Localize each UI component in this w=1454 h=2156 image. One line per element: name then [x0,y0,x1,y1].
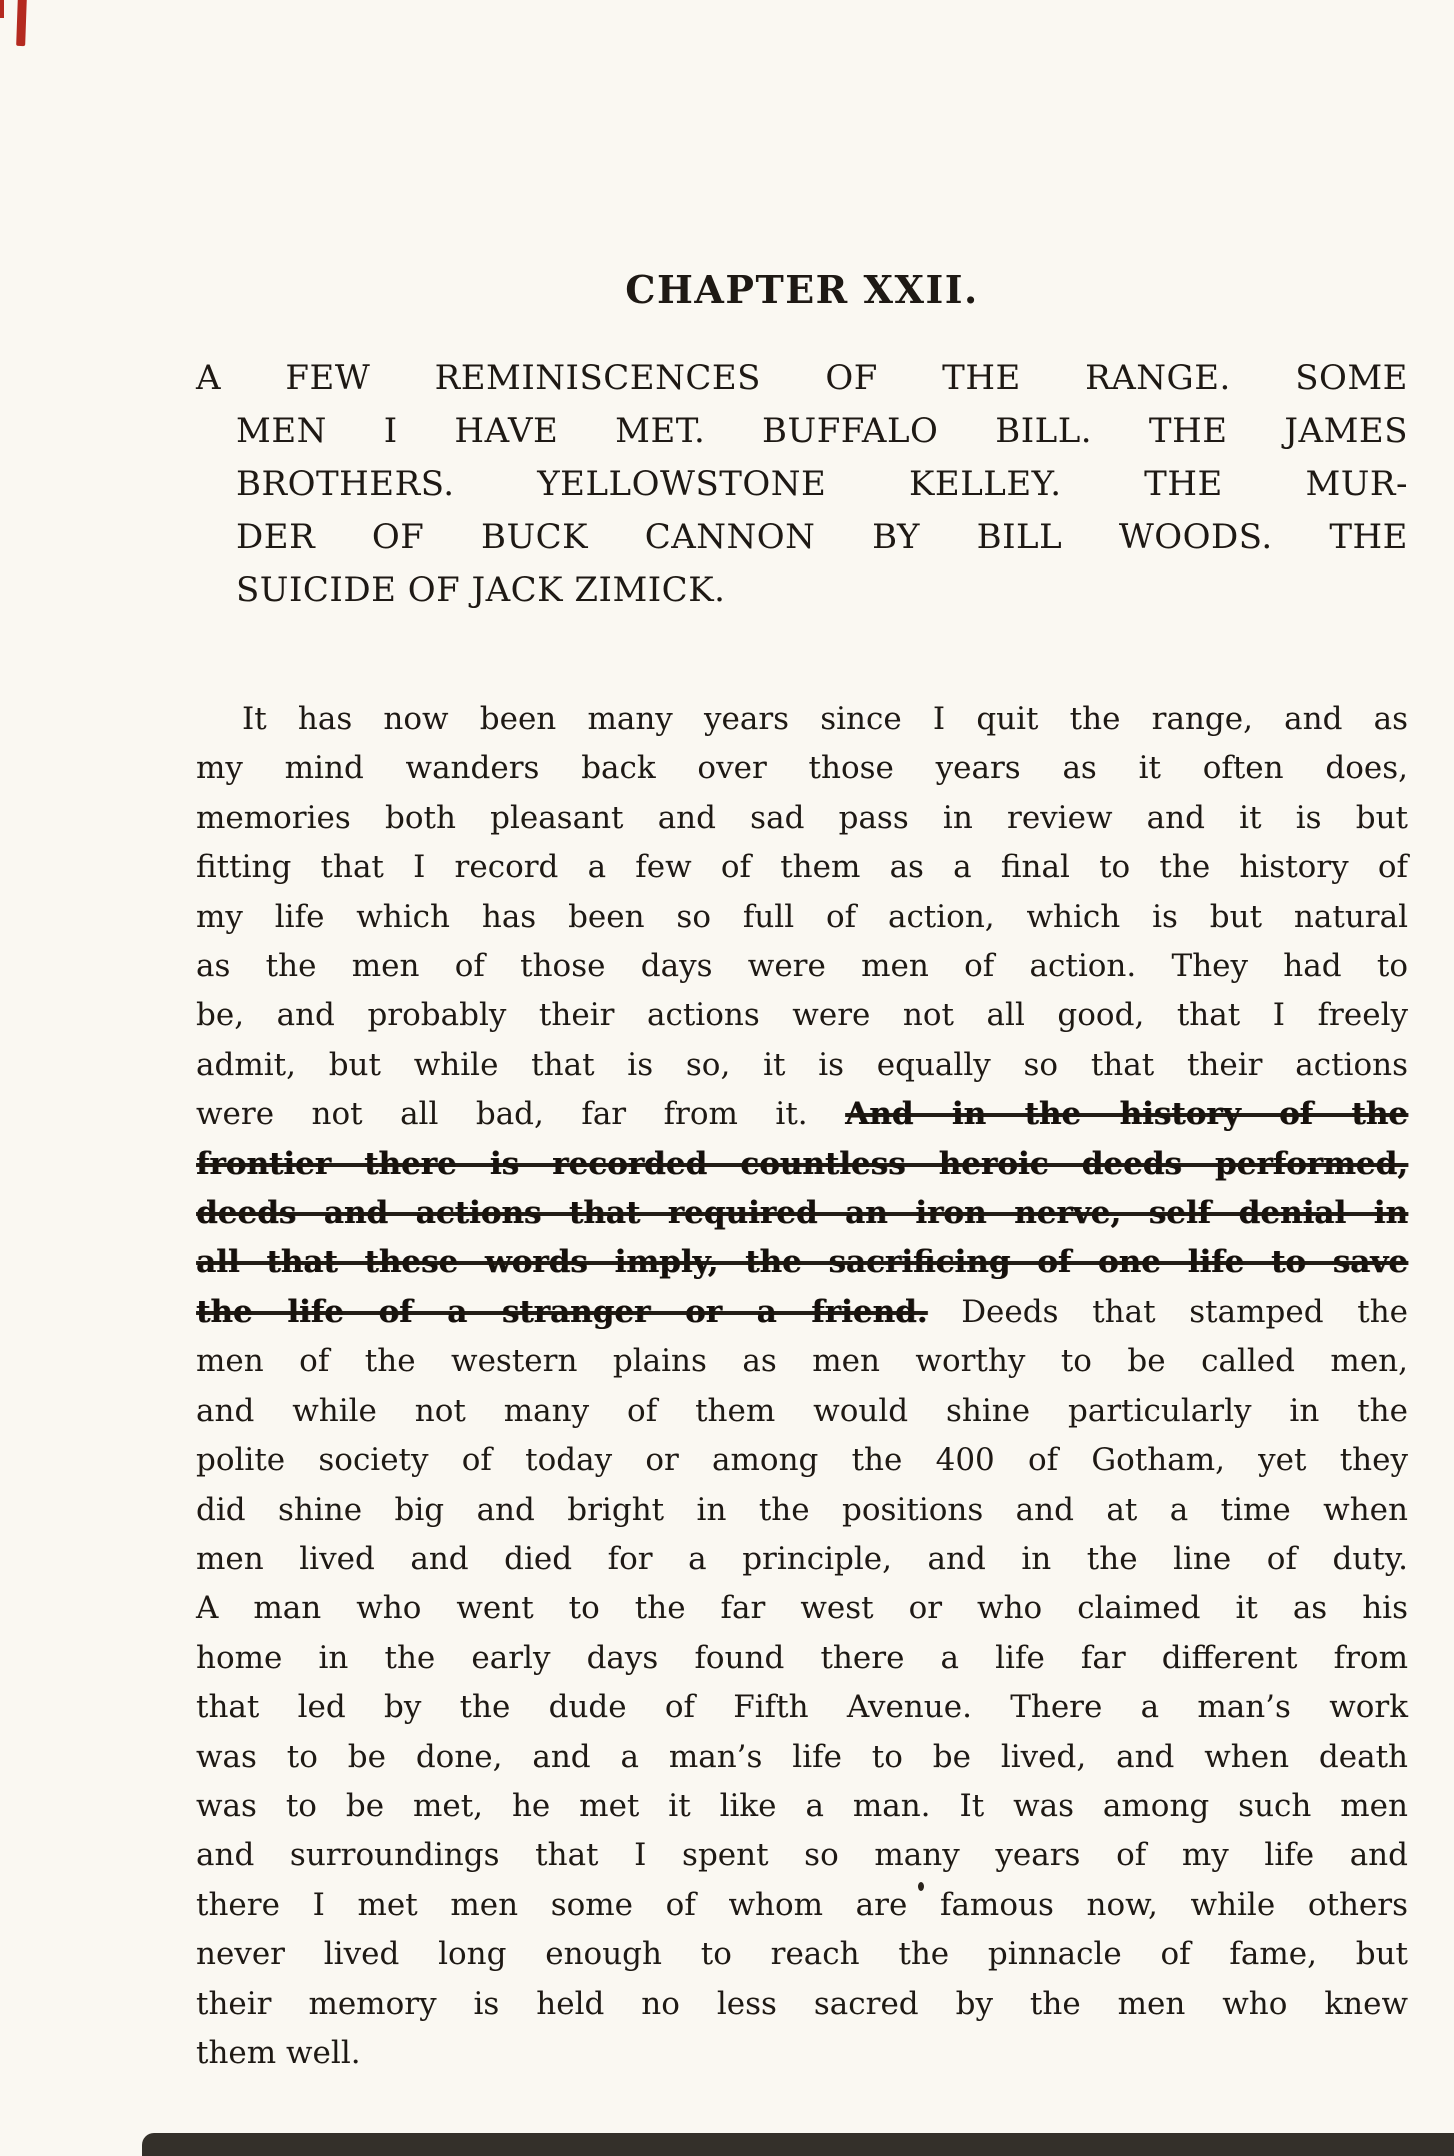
body-text-segment: and while not many of them would shine particularly in the [196,1392,1408,1429]
body-text-segment: their memory is held no less sacred by the men who knew [196,1985,1408,2022]
body-text-segment: never lived long enough to reach the pinnacle of fame, but [196,1936,1408,1973]
body-text-segment: was to be done, and a man’s life to be lived, and when death [196,1738,1408,1775]
body-text-segment: were not all bad, far from it. [196,1096,846,1133]
body-text-line [196,1535,1408,1584]
body-text-segment: was to be met, he met it like a man. It was among such men [196,1787,1408,1824]
red-scan-mark-top-left [16,0,27,46]
struck-out-text: frontier there is recorded countless heroic deeds performed, [196,1145,1408,1182]
struck-out-text: the life of a stranger or a friend. [196,1293,928,1330]
subtitle-line: MEN I HAVE MET. BUFFALO BILL. THE JAMES [236,411,1408,451]
body-text-line [196,843,1408,892]
body-text-line [196,1930,1408,1979]
body-text-line [196,744,1408,793]
body-text-line [196,942,1408,991]
body-text-segment: men lived and died for a principle, and in the line of duty. [196,1540,1408,1577]
body-text-segment: fitting that I record a few of them as a final to the history of [196,849,1408,886]
struck-out-text: And in the history of the [845,1096,1409,1133]
struck-out-text: deeds and actions that required an iron nerve, self denial in [196,1195,1408,1232]
body-text-segment: my life which has been so full of action, which is but natural [196,898,1408,935]
body-text-line [196,1238,1408,1287]
body-text-segment: home in the early days found there a life far different from [196,1639,1408,1676]
body-text-segment: Deeds that stamped the [927,1293,1409,1330]
body-text-segment: them well. [196,2034,361,2071]
body-text-line [196,1140,1408,1189]
body-text-line [196,794,1408,843]
body-text-line [196,991,1408,1040]
body-text-segment: that led by the dude of Fifth Avenue. There a man’s work [196,1689,1408,1726]
subtitle-line: BROTHERS. YELLOWSTONE KELLEY. THE MUR- [236,464,1408,504]
body-text-segment: It has now been many years since I quit the range, and as [242,701,1408,737]
body-text-line [196,1683,1408,1732]
text-column [196,0,1408,2078]
body-text-segment: my mind wanders back over those years as it often does, [196,750,1408,787]
body-text-segment: as the men of those days were men of action. They had to [196,948,1408,985]
body-text-line [196,893,1408,942]
body-text-segment: A man who went to the far west or who claimed it as his [196,1590,1408,1627]
body-text-segment: and surroundings that I spent so many years of my life and [196,1837,1408,1874]
body-text-line [196,1782,1408,1831]
body-text-line [196,1980,1408,2029]
body-text-segment: men of the western plains as men worthy to be called men, [196,1343,1408,1380]
chapter-subtitle [196,352,1408,617]
body-text-line [196,1189,1408,1238]
body-text-line [196,1337,1408,1386]
body-text-line [196,1634,1408,1683]
body-text-line [196,1090,1408,1139]
body-text-segment: polite society of today or among the 400 of Gotham, yet they [196,1442,1408,1479]
red-scan-mark-left-edge [0,0,4,18]
body-text-line [196,1831,1408,1880]
body-text-segment: did shine big and bright in the positions and at a time when [196,1491,1408,1528]
body-text-line [196,1584,1408,1633]
body-text-line [196,1486,1408,1535]
body-text-line [196,1288,1408,1337]
body-text-line [196,1881,1408,1930]
subtitle-line: DER OF BUCK CANNON BY BILL WOODS. THE [236,517,1408,557]
body-text-line [196,695,1408,744]
body-text-segment: admit, but while that is so, it is equally so that their actions [196,1046,1408,1083]
body-text-line [196,2029,1408,2078]
body-text-line [196,1041,1408,1090]
subtitle-line: A FEW REMINISCENCES OF THE RANGE. SOME [196,358,1408,398]
scan-shadow-bottom-bar [142,2133,1454,2156]
body-text-line [196,1733,1408,1782]
body-text-line [196,1436,1408,1485]
chapter-heading: CHAPTER XXII. [625,267,979,312]
body-text-segment: memories both pleasant and sad pass in review and it is but [196,799,1408,836]
body-text-segment: there I met men some of whom are famous now, while others [196,1886,1408,1923]
body-paragraph [196,695,1408,2078]
body-text-line [196,1387,1408,1436]
struck-out-text: all that these words imply, the sacrificing of one life to save [196,1244,1408,1281]
body-text-segment: be, and probably their actions were not all good, that I freely [196,997,1408,1034]
subtitle-line: SUICIDE OF JACK ZIMICK. [236,570,726,610]
